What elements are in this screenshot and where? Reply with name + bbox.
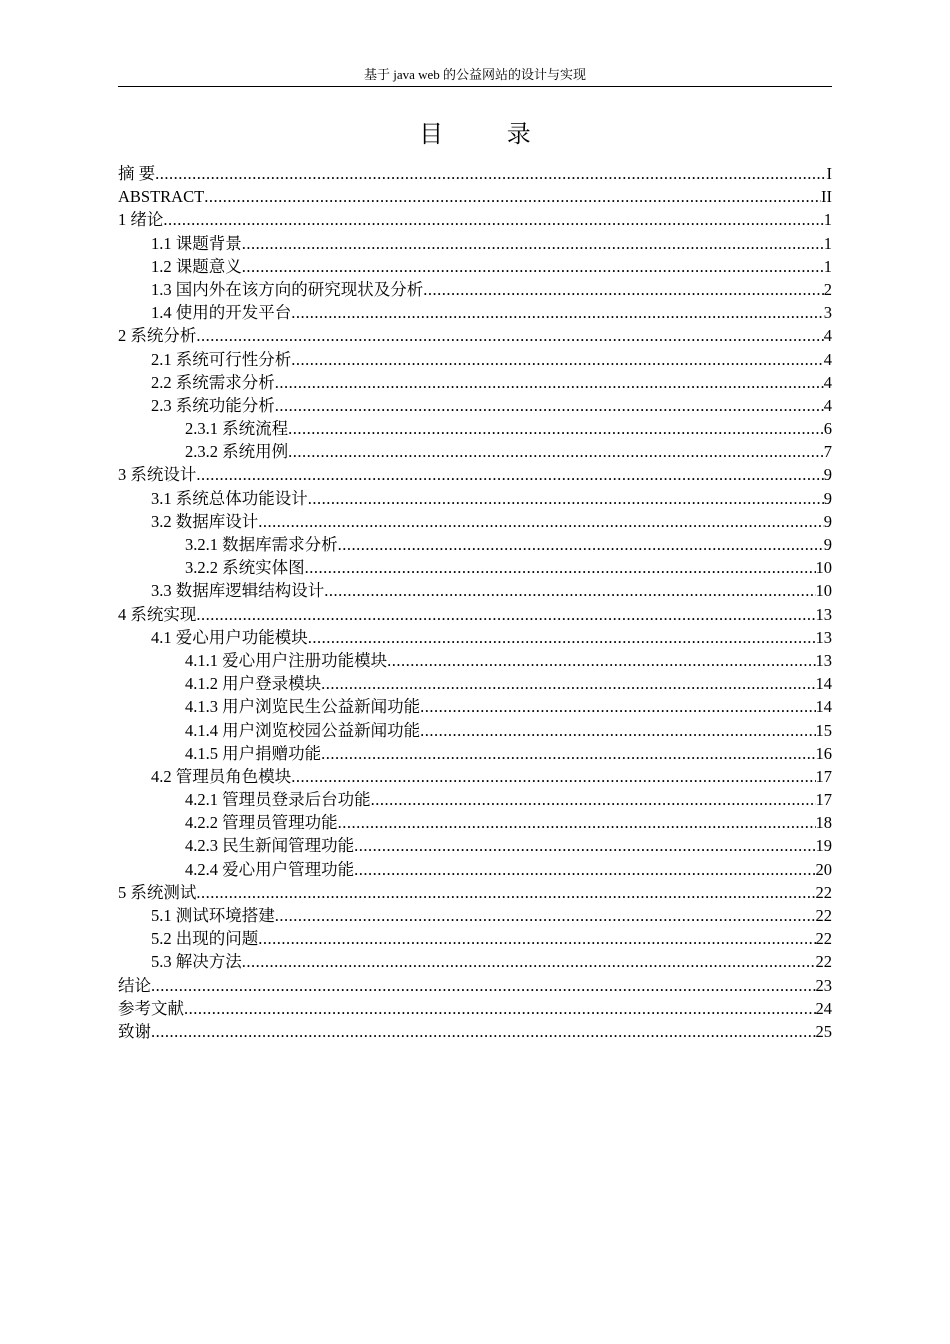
toc-entry-page-number: 10 [815, 558, 832, 578]
toc-dot-leader [291, 765, 815, 788]
toc-entry-label: 1.2 课题意义 [151, 256, 242, 276]
toc-dot-leader [371, 788, 816, 811]
toc-entry[interactable] [118, 417, 832, 440]
toc-entry[interactable] [118, 927, 832, 950]
toc-entry-page-number: 14 [815, 674, 832, 694]
toc-entry-label: 3 系统设计 [118, 465, 197, 485]
toc-entry-label: 4.1.3 用户浏览民生公益新闻功能 [185, 697, 421, 717]
toc-entry-label: 5.1 测试环境搭建 [151, 906, 275, 925]
toc-entry-label: 4.2.4 爱心用户管理功能 [185, 859, 355, 879]
toc-entry[interactable] [118, 162, 832, 185]
toc-dot-leader [275, 904, 816, 927]
toc-entry-page-number: I [826, 164, 832, 183]
toc-dot-leader [354, 834, 815, 857]
toc-entry[interactable] [118, 371, 832, 394]
toc-entry-page-number: II [821, 187, 832, 207]
toc-entry-page-number: 19 [815, 836, 832, 856]
toc-entry-page-number: 3 [823, 303, 832, 323]
toc-entry[interactable] [118, 394, 832, 417]
toc-entry-page-number: 9 [823, 488, 832, 508]
toc-entry[interactable] [118, 510, 832, 533]
toc-entry[interactable] [118, 858, 832, 881]
toc-entry[interactable] [118, 904, 832, 927]
toc-dot-leader [163, 208, 823, 231]
header-divider [118, 86, 832, 87]
toc-dot-leader [324, 579, 815, 602]
toc-entry-label: 4.1.5 用户捐赠功能 [185, 743, 322, 763]
toc-entry[interactable] [118, 742, 832, 765]
toc-entry[interactable] [118, 881, 832, 904]
toc-entry-label: 3.1 系统总体功能设计 [151, 488, 308, 508]
toc-entry-label: 4.2.1 管理员登录后台功能 [185, 790, 371, 810]
toc-entry-label: 4.1 爱心用户功能模块 [151, 627, 308, 647]
toc-entry-label: 2.3 系统功能分析 [151, 395, 275, 415]
toc-entry-page-number: 17 [815, 790, 832, 810]
toc-entry-page-number: 20 [815, 859, 832, 879]
toc-title: 目 录 [419, 120, 559, 148]
toc-entry-page-number: 13 [815, 650, 832, 670]
toc-entry-label: 2.3.2 系统用例 [185, 442, 289, 462]
toc-entry[interactable] [118, 255, 832, 278]
toc-entry[interactable] [118, 440, 832, 463]
toc-entry-label: 摘 要 [118, 164, 156, 183]
toc-entry[interactable] [118, 788, 832, 811]
toc-entry-label: 3.3 数据库逻辑结构设计 [151, 581, 325, 601]
toc-entry-page-number: 2 [823, 279, 832, 299]
toc-entry-page-number: 22 [815, 952, 832, 972]
toc-entry-label: 4.1.1 爱心用户注册功能模块 [185, 650, 388, 670]
toc-entry-page-number: 9 [823, 511, 832, 531]
toc-entry-page-number: 7 [823, 442, 832, 462]
toc-dot-leader [151, 1020, 816, 1043]
toc-entry-label: ABSTRACT [118, 187, 205, 207]
toc-entry[interactable] [118, 626, 832, 649]
toc-entry-page-number: 25 [815, 1021, 832, 1041]
toc-entry-page-number: 4 [823, 326, 832, 346]
toc-entry-label: 1.3 国内外在该方向的研究现状及分析 [151, 279, 424, 299]
toc-entry-page-number: 24 [815, 998, 832, 1018]
toc-entry[interactable] [118, 487, 832, 510]
toc-dot-leader [196, 603, 815, 626]
toc-entry-label: 4 系统实现 [118, 604, 197, 624]
toc-entry-page-number: 15 [815, 720, 832, 740]
toc-entry-page-number: 4 [823, 395, 832, 415]
toc-entry-label: 4.2.2 管理员管理功能 [185, 813, 338, 833]
toc-entry-page-number: 6 [823, 419, 832, 439]
toc-entry-label: 结论 [118, 975, 151, 995]
toc-entry-page-number: 17 [815, 766, 832, 786]
toc-dot-leader [242, 232, 824, 255]
toc-dot-leader [196, 463, 823, 486]
toc-entry-page-number: 1 [823, 256, 832, 276]
toc-dot-leader [354, 858, 815, 881]
toc-entry[interactable] [118, 1020, 832, 1043]
toc-dot-leader [184, 997, 816, 1020]
toc-dot-leader [288, 417, 824, 440]
toc-dot-leader [258, 927, 815, 950]
toc-entry-page-number: 9 [823, 465, 832, 485]
toc-entry[interactable] [118, 278, 832, 301]
running-header: 基于 java web 的公益网站的设计与实现 [363, 67, 587, 82]
toc-dot-leader [387, 649, 815, 672]
toc-entry[interactable] [118, 649, 832, 672]
toc-entry[interactable] [118, 301, 832, 324]
toc-entry[interactable] [118, 974, 832, 997]
toc-entry[interactable] [118, 463, 832, 486]
toc-dot-leader [204, 185, 821, 208]
toc-dot-leader [338, 811, 816, 834]
toc-dot-leader [155, 162, 826, 185]
toc-dot-leader [151, 974, 816, 997]
toc-entry[interactable] [118, 997, 832, 1020]
toc-entry[interactable] [118, 556, 832, 579]
toc-entry-label: 2.2 系统需求分析 [151, 372, 275, 392]
toc-entry-label: 4.1.2 用户登录模块 [185, 674, 322, 694]
toc-entry-label: 参考文献 [118, 998, 184, 1018]
toc-entry-label: 4.2 管理员角色模块 [151, 766, 292, 786]
toc-dot-leader [291, 301, 824, 324]
toc-entry-page-number: 1 [823, 233, 832, 253]
toc-entry-page-number: 22 [815, 929, 832, 949]
toc-entry-page-number: 4 [823, 349, 832, 369]
toc-entry[interactable] [118, 533, 832, 556]
table-of-contents [118, 162, 832, 1043]
toc-entry-page-number: 16 [815, 743, 832, 763]
toc-entry-label: 1.1 课题背景 [151, 233, 242, 253]
toc-entry[interactable] [118, 950, 832, 973]
toc-dot-leader [258, 510, 824, 533]
toc-entry-page-number: 13 [815, 627, 832, 647]
toc-entry-label: 2.3.1 系统流程 [185, 419, 289, 439]
toc-dot-leader [338, 533, 824, 556]
toc-entry-label: 4.2.3 民生新闻管理功能 [185, 836, 355, 856]
toc-entry-label: 4.1.4 用户浏览校园公益新闻功能 [185, 720, 421, 740]
toc-dot-leader [196, 324, 823, 347]
toc-entry-label: 2.1 系统可行性分析 [151, 349, 292, 369]
toc-entry-label: 5.3 解决方法 [151, 952, 242, 972]
toc-dot-leader [275, 394, 824, 417]
toc-entry-page-number: 18 [815, 813, 832, 833]
toc-entry[interactable] [118, 834, 832, 857]
toc-dot-leader [420, 719, 815, 742]
toc-dot-leader [308, 487, 824, 510]
toc-entry[interactable] [118, 324, 832, 347]
toc-entry[interactable] [118, 672, 832, 695]
toc-entry[interactable] [118, 579, 832, 602]
toc-entry[interactable] [118, 719, 832, 742]
toc-entry[interactable] [118, 208, 832, 231]
toc-entry-page-number: 22 [815, 882, 832, 902]
toc-entry-label: 5 系统测试 [118, 882, 197, 902]
toc-entry-page-number: 9 [823, 535, 832, 554]
toc-entry-page-number: 23 [815, 975, 832, 995]
toc-entry[interactable] [118, 811, 832, 834]
toc-dot-leader [420, 695, 815, 718]
toc-entry[interactable] [118, 348, 832, 371]
toc-entry-label: 3.2 数据库设计 [151, 511, 259, 531]
toc-dot-leader [423, 278, 824, 301]
toc-dot-leader [242, 255, 824, 278]
toc-entry[interactable] [118, 765, 832, 788]
toc-entry[interactable] [118, 695, 832, 718]
toc-entry[interactable] [118, 185, 832, 208]
toc-dot-leader [242, 950, 816, 973]
toc-dot-leader [288, 440, 824, 463]
toc-entry-label: 3.2.1 数据库需求分析 [185, 535, 338, 554]
toc-dot-leader [308, 626, 816, 649]
toc-entry[interactable] [118, 603, 832, 626]
toc-entry-label: 致谢 [118, 1021, 151, 1041]
toc-entry-label: 5.2 出现的问题 [151, 929, 259, 949]
toc-entry-page-number: 13 [815, 604, 832, 624]
toc-entry-label: 3.2.2 系统实体图 [185, 558, 305, 578]
toc-entry-page-number: 14 [815, 697, 832, 717]
toc-entry-page-number: 22 [815, 906, 832, 925]
toc-dot-leader [321, 742, 815, 765]
toc-entry-label: 1.4 使用的开发平台 [151, 303, 292, 323]
toc-entry-page-number: 4 [823, 372, 832, 392]
toc-entry[interactable] [118, 232, 832, 255]
toc-entry-label: 1 绪论 [118, 210, 164, 230]
toc-entry-page-number: 1 [823, 210, 832, 230]
toc-dot-leader [305, 556, 816, 579]
toc-dot-leader [291, 348, 824, 371]
toc-dot-leader [275, 371, 824, 394]
toc-dot-leader [196, 881, 815, 904]
toc-dot-leader [321, 672, 815, 695]
toc-entry-label: 2 系统分析 [118, 326, 197, 346]
toc-entry-page-number: 10 [815, 581, 832, 601]
